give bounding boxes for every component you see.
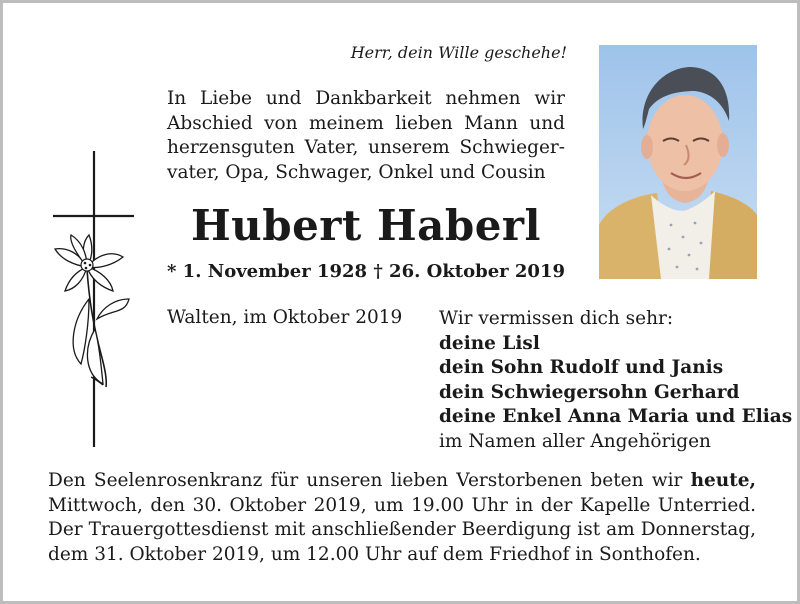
service-highlight: heute, bbox=[690, 470, 756, 491]
portrait-photo bbox=[599, 45, 757, 279]
mourner-entry: dein Sohn Rudolf und Janis bbox=[439, 357, 724, 378]
service-info bbox=[48, 469, 756, 567]
intro-line: Abschied von meinem lieben Mann und bbox=[167, 112, 565, 134]
intro-line: vater, Opa, Schwager, Onkel und Cousin bbox=[167, 161, 546, 183]
deceased-name: Hubert Haberl bbox=[190, 201, 542, 250]
service-line-text: Den Seelenrosenkranz für unseren lieben Verstorbenen beten wir bbox=[48, 470, 691, 491]
death-date: † 26. Oktober 2019 bbox=[373, 261, 565, 282]
obituary-card bbox=[3, 3, 797, 601]
mourner-entry: dein Schwiegersohn Gerhard bbox=[439, 381, 740, 403]
mourners-closing: im Namen aller Angehörigen bbox=[439, 430, 711, 452]
service-line: Der Trauergottesdienst mit anschließender Beerdigung ist am Donnerstag, bbox=[48, 519, 756, 540]
cross-edelweiss-icon bbox=[43, 149, 143, 449]
bible-quote: Herr, dein Wille geschehe! bbox=[350, 43, 567, 62]
place-date: Walten, im Oktober 2019 bbox=[167, 307, 403, 328]
life-dates bbox=[167, 261, 565, 282]
intro-line: herzensguten Vater, unserem Schwieger- bbox=[167, 137, 565, 158]
service-line bbox=[48, 469, 756, 494]
mourner-entry: deine Enkel Anna Maria und Elias bbox=[439, 406, 793, 427]
service-line: Mittwoch, den 30. Oktober 2019, um 19.00 Uhr in der Kapelle Unterried. bbox=[48, 494, 756, 516]
mourners-list bbox=[439, 307, 792, 454]
intro-text bbox=[167, 87, 565, 185]
intro-line: In Liebe und Dankbarkeit nehmen wir bbox=[167, 88, 565, 109]
service-line: dem 31. Oktober 2019, um 12.00 Uhr auf dem Friedhof in Sonthofen. bbox=[48, 543, 701, 565]
mourners-intro: Wir vermissen dich sehr: bbox=[439, 308, 674, 329]
birth-date: * 1. November 1928 bbox=[167, 261, 368, 282]
mourner-entry: deine Lisl bbox=[439, 332, 540, 354]
